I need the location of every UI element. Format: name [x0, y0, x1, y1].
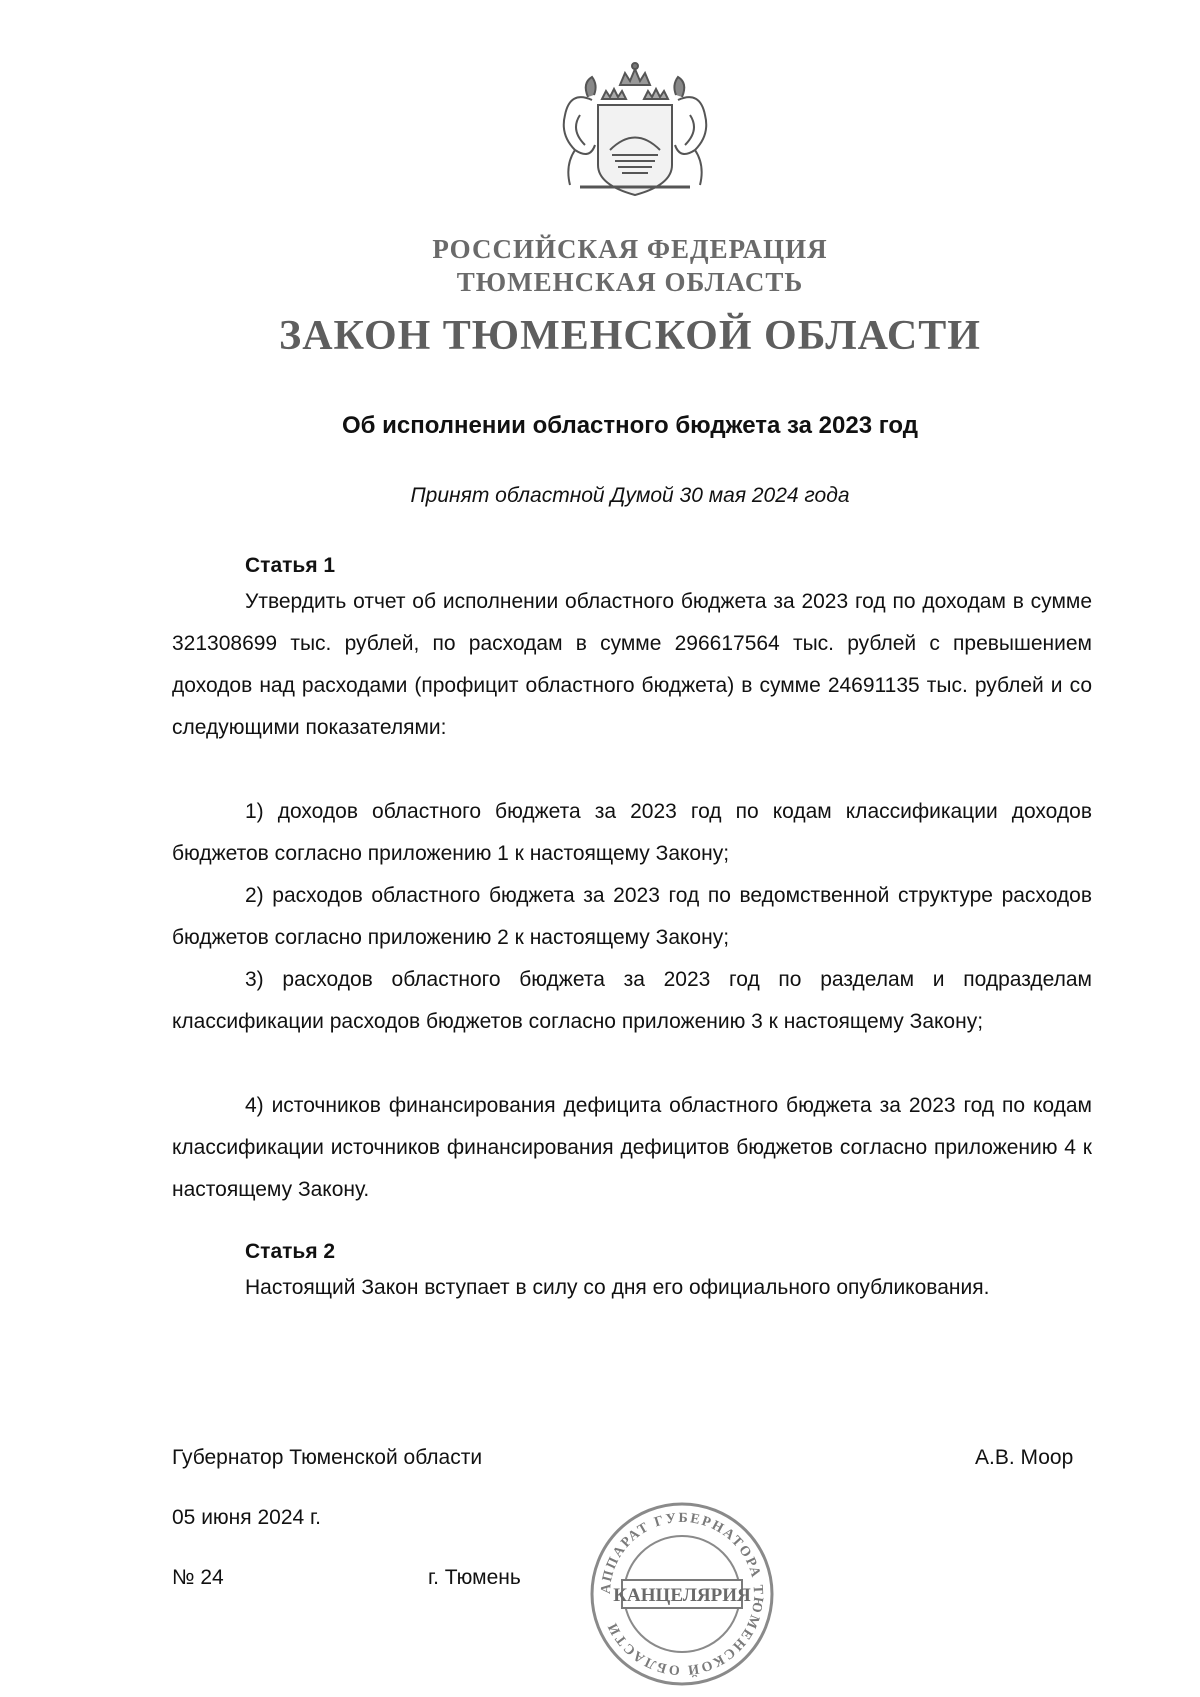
region-heading: ТЮМЕНСКАЯ ОБЛАСТЬ: [456, 267, 804, 297]
article2-heading: Статья 2: [245, 1240, 336, 1263]
article1-item-1: 1) доходов областного бюджета за 2023 год по кодам классификации доходов бюджетов согласно приложению 1 к настоящему Закону;: [172, 800, 1092, 865]
law-title: Об исполнении областного бюджета за 2023 год: [341, 412, 918, 439]
law-number: № 24: [172, 1566, 224, 1589]
chancellery-stamp: [588, 1500, 776, 1688]
adoption-note: Принят областной Думой 30 мая 2024 года: [410, 484, 850, 507]
signatory-name: А.В. Моор: [975, 1446, 1074, 1469]
article1-heading: Статья 1: [245, 554, 336, 577]
article2-text: Настоящий Закон вступает в силу со дня его официального опубликования.: [245, 1276, 990, 1299]
article1-item-4: 4) источников финансирования дефицита областного бюджета за 2023 год по кодам классификации источников финансирования дефицитов бюджетов согласно приложению 4 к настоящему Закону.: [172, 1094, 1092, 1201]
article1-item-2: 2) расходов областного бюджета за 2023 год по ведомственной структуре расходов бюджетов согласно приложению 2 к настоящему Закону;: [172, 884, 1092, 949]
country-heading: РОССИЙСКАЯ ФЕДЕРАЦИЯ: [432, 234, 828, 264]
signatory-position: Губернатор Тюменской области: [172, 1446, 483, 1469]
tyumen-coat-of-arms-icon: [540, 55, 730, 205]
article1-intro: Утвердить отчет об исполнении областного бюджета за 2023 год по доходам в сумме 321308699 тыс. рублей, по расходам в сумме 296617564 тыс. рублей с превышением доходов над расходами (профицит областного бюджета) в сумме 24691135 тыс. рублей и со следующими показателями:: [172, 590, 1092, 739]
signing-date: 05 июня 2024 г.: [172, 1506, 321, 1529]
signing-city: г. Тюмень: [428, 1566, 521, 1589]
document-type-heading: ЗАКОН ТЮМЕНСКОЙ ОБЛАСТИ: [279, 313, 981, 359]
stamp-ring-text: АППАРАТ ГУБЕРНАТОРА ТЮМЕНСКОЙ ОБЛАСТИ: [598, 1510, 766, 1678]
article1-item-3: 3) расходов областного бюджета за 2023 год по разделам и подразделам классификации расходов бюджетов согласно приложению 3 к настоящему Закону;: [172, 968, 1092, 1033]
stamp-center-text: КАНЦЕЛЯРИЯ: [613, 1585, 751, 1606]
